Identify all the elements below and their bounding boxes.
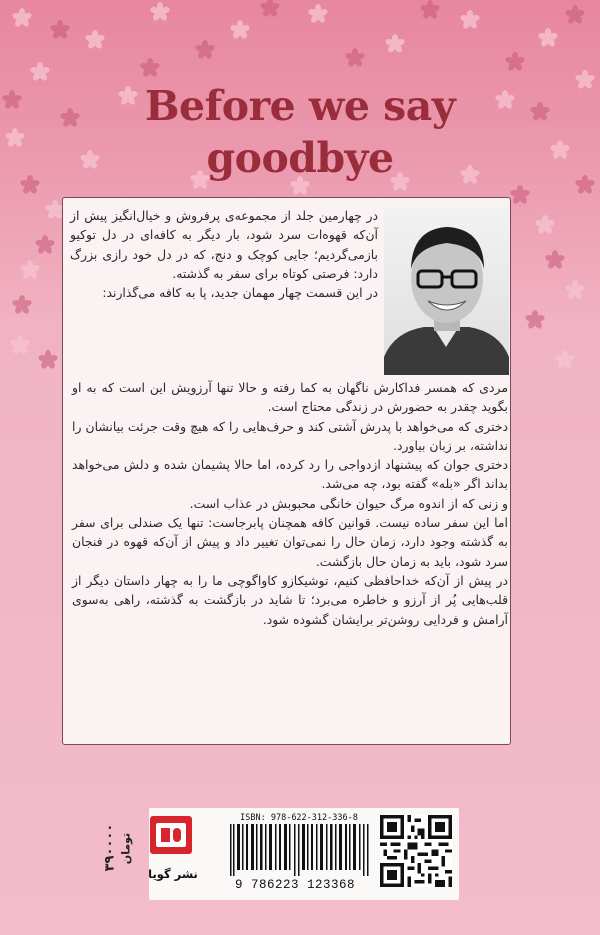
book-title-line1: Before we say xyxy=(144,82,456,130)
body-paragraph: در پیش از آن‌که خداحافظی کنیم، توشیکازو کاواگوچی ما را به چهار داستان دیگر از قلب‌هایی پُر از آرزو و خاطره می‌برد؛ تا شاید در بازگشت به گذشته، راهی به‌سوی آرامش و فردایی روشن‌تر برایشان گشوده شود. xyxy=(72,572,508,627)
publisher-logo xyxy=(150,816,192,854)
price-amount: ۳۹۰۰۰۰ xyxy=(102,823,118,872)
isbn-text: ISBN: 978-622-312-336-8 xyxy=(240,813,358,823)
intro-paragraph: در این قسمت چهار مهمان جدید، پا به کافه می‌گذارند: xyxy=(102,285,378,301)
body-paragraph: دختری جوان که پیشنهاد ازدواجی را رد کرده، اما حالا پشیمان شده و دلش می‌خواهد بداند اگر «بله» گفته بود، چه می‌شد. xyxy=(72,457,508,492)
book-title-line2: goodbye xyxy=(206,134,394,182)
body-paragraph: اما این سفر ساده نیست. قوانین کافه همچنان پابرجاست: تنها یک صندلی برای سفر به گذشته وجود دارد، زمان حال را نمی‌توان تغییر داد و پیش از آن‌که قهوه در فنجان سرد شود، باید به زمان حال بازگشت. xyxy=(72,515,508,569)
barcode-number: 9 786223 123368 xyxy=(234,878,356,892)
author-photo xyxy=(384,207,509,375)
ean-barcode xyxy=(228,824,372,876)
body-paragraph: دختری که می‌خواهد با پدرش آشتی کند و حرف‌هایی را که هیچ وقت جرئت بیانشان را نداشته، بر زبان بیاورد. xyxy=(72,418,508,453)
body-paragraph: و زنی که از اندوه مرگ حیوان خانگی محبوبش در عذاب است. xyxy=(189,495,508,511)
price-label xyxy=(100,812,133,897)
intro-text xyxy=(70,206,378,302)
qr-code xyxy=(380,815,452,887)
intro-paragraph: در چهارمین جلد از مجموعه‌ی پرفروش و خیال‌انگیز پیش از آن‌که قهوه‌ات سرد شود، بار دیگر به کافه‌ای در دل توکیو بازمی‌گردیم؛ جایی کوچک و دنج، که در دل خود رازی بزرگ دارد: فرصتی کوتاه برای سفر به گذشته. xyxy=(70,208,378,281)
publisher-name: نشر گویا xyxy=(148,867,198,881)
body-paragraph: مردی که همسر فداکارش ناگهان به کما رفته و حالا تنها آرزویش این است که به او بگوید چقدر به حضورش در زندگی محتاج است. xyxy=(72,380,508,415)
synopsis-text xyxy=(72,378,508,629)
price-currency: تومان xyxy=(119,832,133,865)
